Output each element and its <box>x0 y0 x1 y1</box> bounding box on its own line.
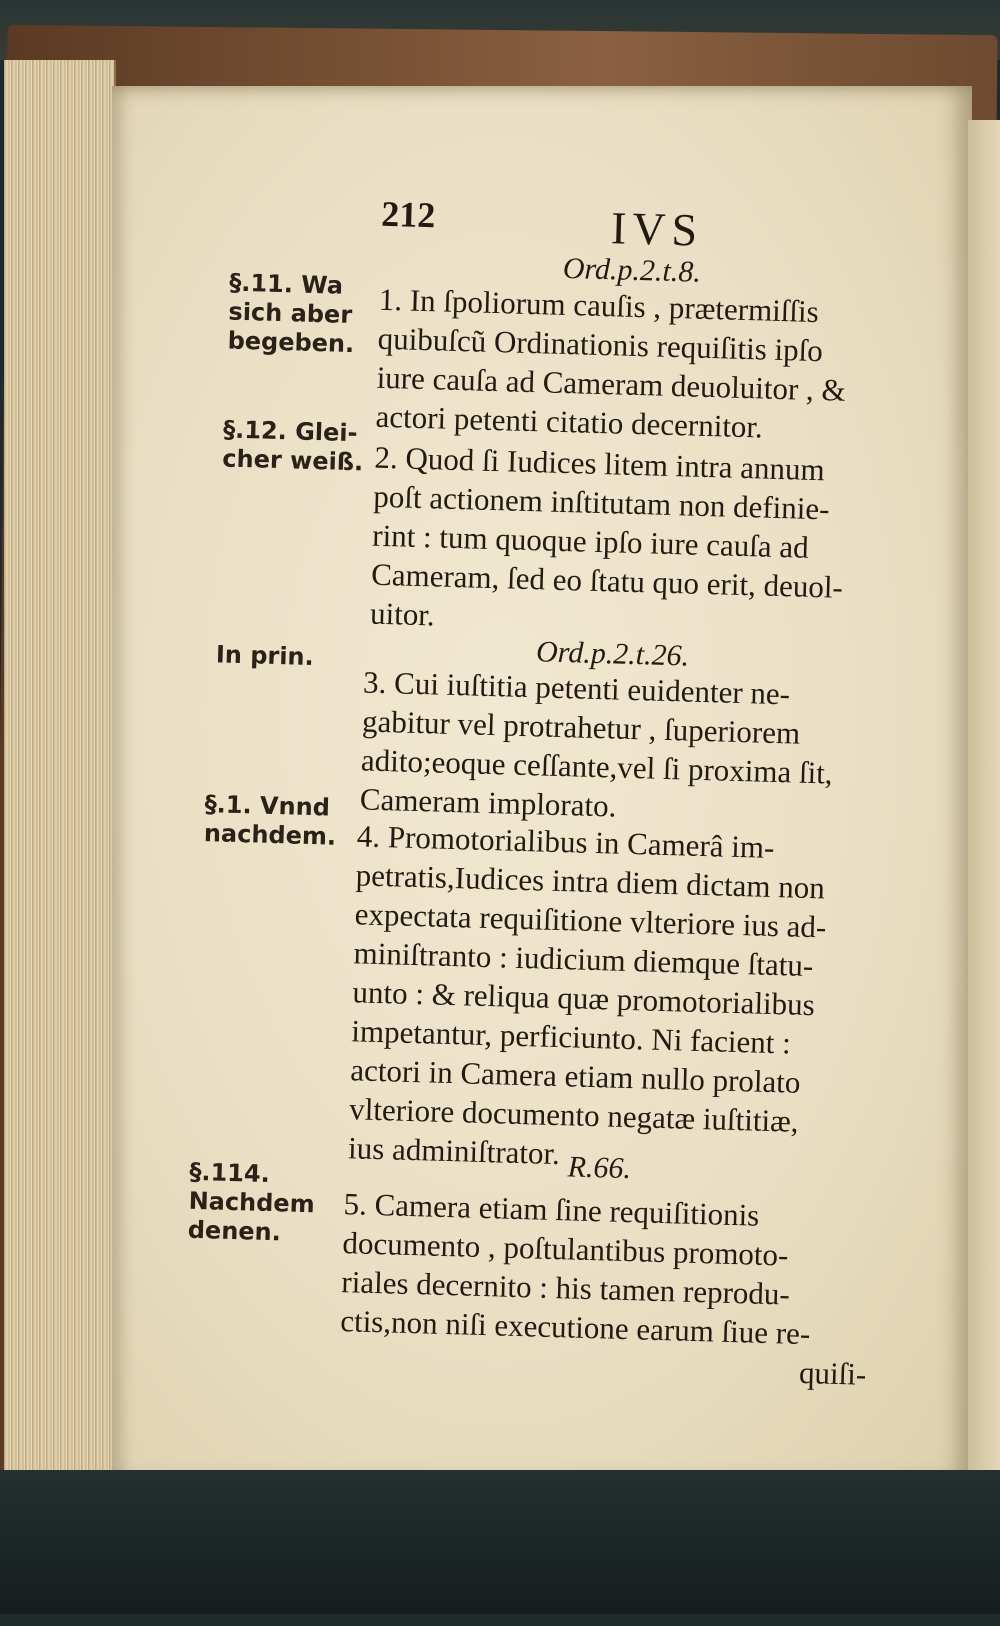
text-line: ctis,non niſi executione earum ſiue re- <box>339 1303 811 1352</box>
margin-note-line: begeben. <box>227 326 355 359</box>
text-line: ius adminiſtrator. <box>347 1130 561 1172</box>
margin-note-line: In prin. <box>215 640 315 672</box>
margin-note-line: §.11. Wa <box>228 268 344 300</box>
text-line: documento , poſtulantibus promoto- <box>342 1225 789 1273</box>
reference-citation: Ord.p.2.t.26. <box>535 635 690 673</box>
paragraph-5 <box>339 1184 884 1394</box>
page-number: 212 <box>380 193 436 236</box>
text-line: gabitur vel protrahetur , ſuperiorem <box>361 703 801 751</box>
text-line: vlteriore documento negatæ iuſtitiæ, <box>348 1091 800 1139</box>
paragraph-2 <box>370 438 915 648</box>
margin-note <box>222 415 364 477</box>
reference-citation: R.66. <box>567 1150 632 1186</box>
reference-citation: Ord.p.2.t.8. <box>562 251 702 289</box>
text-line: 2. Quod ſi Iudices litem intra annum <box>374 439 826 488</box>
text-line: rint : tum quoque ipſo iure cauſa ad <box>371 517 810 565</box>
text-line: actori in Camera etiam nullo prolato <box>349 1052 801 1100</box>
text-line: quibuſcũ Ordinationis requiſitis ipſo <box>377 320 824 369</box>
text-line: 4. Promotorialibus in Camerâ im- <box>356 818 775 865</box>
text-line: uitor. <box>369 595 436 633</box>
margin-note-line: Nachdem <box>188 1186 316 1219</box>
margin-note <box>227 269 356 360</box>
margin-note <box>216 640 315 672</box>
margin-note <box>204 790 338 852</box>
text-line: expectata requiſitione vlteriore ius ad- <box>354 896 827 945</box>
running-head: IVS <box>610 202 704 256</box>
text-line: petratis,Iudices intra diem dictam non <box>355 857 826 906</box>
text-line: actori petenti citatio decernitor. <box>375 398 764 445</box>
margin-note-line: §.114. <box>189 1157 271 1189</box>
margin-note-line: denen. <box>187 1215 282 1247</box>
text-line: 3. Cui iuſtitia petenti euidenter ne- <box>362 664 791 712</box>
margin-note-line: nachdem. <box>203 819 337 851</box>
paragraph-4 <box>348 816 898 1182</box>
text-line: unto : & reliqua quæ promotorialibus <box>352 974 816 1023</box>
text-line: Cameram implorato. <box>359 781 617 824</box>
text-line: miniſtranto : iudicium diemque ſtatu- <box>353 935 814 984</box>
text-line: riales decernito : his tamen reprodu- <box>340 1264 791 1312</box>
text-line: adito;eoque ceſſante,vel ſi proxima ſit, <box>360 742 834 791</box>
margin-note-line: §.1. Vnnd <box>204 790 331 822</box>
margin-note <box>187 1158 315 1248</box>
text-line: iure cauſa ad Cameram deuoluitor , & <box>376 359 847 408</box>
margin-note-line: cher weiß. <box>222 444 364 477</box>
text-line: 1. In ſpoliorum cauſis , prætermiſſis <box>378 281 820 330</box>
catchword: quiſi- <box>798 1354 867 1392</box>
text-line: impetantur, perficiunto. Ni facient : <box>350 1013 792 1061</box>
paragraph-1 <box>375 280 919 451</box>
margin-note-line: sich aber <box>228 297 353 330</box>
text-line: Cameram, ſed eo ſtatu quo erit, deuol- <box>370 556 844 605</box>
margin-note-line: §.12. Glei- <box>222 415 358 448</box>
paragraph-3 <box>359 662 903 833</box>
text-line: poſt actionem inſtitutam non definie- <box>372 478 831 527</box>
text-line: 5. Camera etiam ſine requiſitionis <box>343 1186 760 1233</box>
